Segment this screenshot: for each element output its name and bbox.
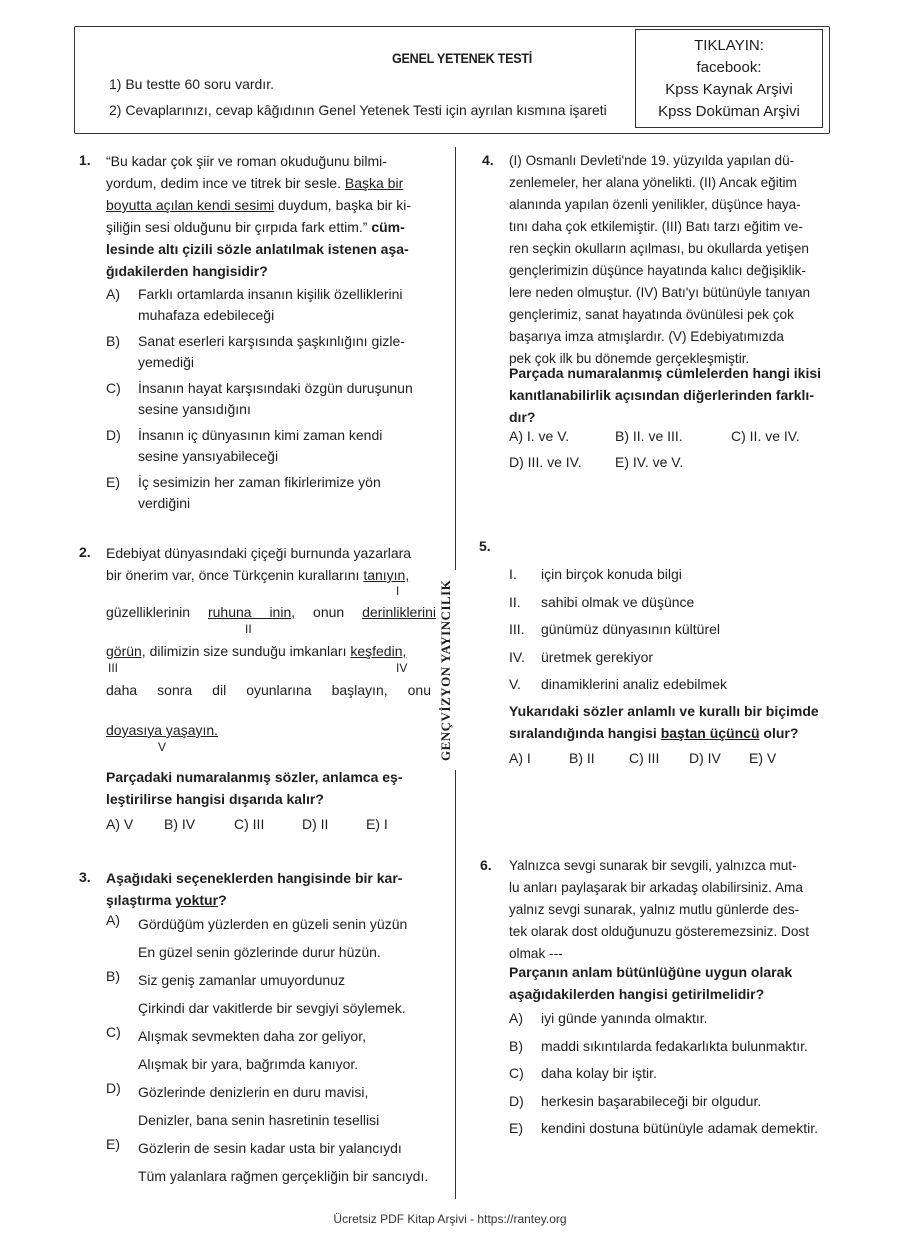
fragment-number: I. (509, 566, 517, 582)
option-line: En güzel senin gözlerinde durur hüzün. (138, 944, 381, 960)
option-line: Gözlerin de sesin kadar usta bir yalancıydı (138, 1140, 402, 1156)
q4-stem (509, 362, 839, 428)
option-line: herkesin başarabileceği bir olgudur. (541, 1092, 762, 1109)
q2-line: Edebiyat dünyasındaki çiçeği burnunda yazarlara (106, 545, 412, 561)
option-line: Siz geniş zamanlar umuyordunuz (138, 972, 345, 988)
option-letter: D) (509, 1092, 524, 1109)
q3-stem-line: ? (218, 892, 227, 908)
option-text (138, 378, 436, 420)
answer-option[interactable] (509, 1063, 849, 1084)
numeral-marker: III (108, 661, 119, 675)
option-letter: D) (106, 1080, 121, 1096)
underlined-phrase: keşfedin, (350, 643, 407, 659)
q2-line (106, 640, 436, 662)
fragment-number: II. (509, 593, 521, 610)
option-line: Gözlerinde denizlerin en duru mavisi, (138, 1084, 369, 1100)
answer-choice[interactable]: A) I (509, 750, 531, 766)
footer-link[interactable]: Ücretsiz PDF Kitap Arşivi - https://rantey.org (333, 1212, 567, 1226)
q6-line: lu anları paylaşarak bir arkadaş olabilirsiniz. Ama (509, 880, 803, 895)
q1-stem: lesinde altı çizili sözle anlatılmak istenen aşa- (106, 241, 409, 257)
option-letter: A) (106, 912, 120, 928)
q4-line: başarıya imza atmışlardır. (V) Edebiyatımızda (509, 329, 784, 344)
answer-choice[interactable]: E) I (366, 816, 388, 832)
option-letter: C) (106, 1024, 121, 1040)
q5-stem-line: Yukarıdaki sözler anlamlı ve kurallı bir biçimde (509, 703, 819, 719)
q4-line: lere neden olmuştur. (IV) Batı'yı bütünüyle tanıyan (509, 285, 811, 300)
option-letter: C) (106, 380, 121, 396)
option-line: Tüm yalanlara rağmen gerçekliğin bir sancıydı. (138, 1168, 429, 1184)
q2-stem-line: Parçadaki numaralanmış sözler, anlamca eş- (106, 769, 403, 785)
answer-choice[interactable]: C) III (234, 816, 265, 832)
q2-line: bir önerim var, önce Türkçenin kurallarını (106, 567, 364, 583)
q4-answers (509, 426, 839, 472)
question-2-text (106, 542, 436, 586)
q2-answers (106, 814, 406, 836)
answer-option[interactable] (106, 910, 451, 966)
option-text (541, 1008, 849, 1029)
instruction-2: 2) Cevaplarınızı, cevap kâğıdının Genel Yetenek Testi için ayrılan kısmına işareti (109, 102, 607, 118)
instruction-1: 1) Bu testte 60 soru vardır. (109, 76, 274, 92)
numeral-marker: V (158, 740, 167, 754)
q4-line: gençlerimiz, sanat hayatında övünülesi pek çok (509, 307, 794, 322)
question-number: 4. (482, 152, 494, 168)
answer-choice[interactable]: D) III. ve IV. (509, 454, 582, 470)
test-title: GENEL YETENEK TESTİ (392, 50, 533, 66)
answer-choice[interactable]: E) IV. ve V. (615, 454, 684, 470)
fragment-text: günümüz dünyasının kültürel (541, 621, 720, 637)
option-text (138, 425, 436, 467)
answer-option[interactable] (509, 1091, 849, 1112)
underlined-phrase: boyutta açılan kendi sesimi (106, 197, 275, 213)
answer-choice[interactable]: B) II (569, 750, 595, 766)
option-line: Çirkindi dar vakitlerde bir sevgiyi söylemek. (138, 1000, 406, 1016)
q6-line: olmak --- (509, 946, 563, 961)
promo-line: TIKLAYIN: (694, 37, 764, 54)
q6-stem-line: aşağıdakilerden hangisi getirilmelidir? (509, 986, 765, 1002)
q2-stem (106, 766, 436, 810)
underlined-phrase: baştan üçüncü (660, 725, 760, 741)
option-letter: D) (106, 427, 121, 443)
q3-stem (106, 867, 436, 911)
q6-line: tek olarak dost olduğunuzu gösteremezsiniz. Dost (509, 924, 809, 939)
option-text (138, 910, 451, 966)
underlined-phrase: görün, (106, 643, 146, 659)
option-line: sesine yansıyabileceği (138, 448, 279, 464)
question-number: 6. (480, 857, 492, 873)
q2-stem-line: leştirilirse hangisi dışarıda kalır? (106, 791, 324, 807)
option-letter: E) (106, 474, 120, 490)
answer-option[interactable] (106, 284, 436, 326)
answer-option[interactable] (509, 1118, 849, 1139)
q4-line: pek çok ilk bu dönemde gerçekleşmiştir. (509, 351, 750, 366)
option-line: verdiğini (138, 495, 191, 511)
q4-stem-line: dır? (509, 409, 536, 425)
option-line: daha kolay bir iştir. (541, 1065, 657, 1081)
q2-line: onun (295, 604, 363, 620)
numeral-marker: IV (396, 661, 408, 675)
option-text (541, 1118, 849, 1139)
option-line: Alışmak bir yara, bağrımda kanıyor. (138, 1056, 359, 1072)
option-letter: E) (106, 1136, 120, 1152)
q5-stem-line: sıralandığında hangisi (509, 725, 661, 741)
q6-stem-line: Parçanın anlam bütünlüğüne uygun olarak (509, 964, 793, 980)
q4-line: tını daha çok etkilemiştir. (III) Batı tarzı eğitim ve- (509, 219, 803, 234)
underlined-phrase: tanıyın, (363, 567, 410, 583)
promo-box[interactable] (635, 29, 823, 128)
answer-choice[interactable]: D) IV (689, 750, 721, 766)
q4-line: alanında yapılan özenli yenilikler, düşünce haya- (509, 197, 801, 212)
q6-line: yalnız sevgi sunarak, yalnız mutlu günlerde des- (509, 902, 800, 917)
answer-choice[interactable]: B) II. ve III. (615, 428, 683, 444)
numeral-marker: I (396, 584, 400, 598)
q2-line: daha sonra dil oyunlarına başlayın, onu (106, 682, 431, 698)
promo-line: facebook: (696, 59, 762, 76)
option-line: İç sesimizin her zaman fikirlerimize yön (138, 474, 381, 490)
q6-stem (509, 961, 839, 1005)
answer-choice[interactable]: C) II. ve IV. (731, 428, 800, 444)
option-text (541, 1036, 849, 1057)
option-line: maddi sıkıntılarda fedakarlıkta bulunmaktır. (541, 1037, 808, 1054)
q1-stem: cüm- (371, 219, 405, 235)
option-line: sesine yansıdığını (138, 401, 251, 417)
option-line: muhafaza edebileceği (138, 307, 275, 323)
numeral-marker: II (245, 622, 252, 636)
option-text (138, 331, 436, 373)
q1-line: duydum, başka bir ki- (274, 197, 412, 213)
option-line: Alışmak sevmekten daha zor geliyor, (138, 1028, 366, 1044)
question-4-text (509, 150, 834, 370)
q5-answers (509, 748, 809, 770)
option-text (138, 966, 451, 1022)
q2-line (106, 719, 218, 741)
option-letter: A) (106, 286, 120, 302)
answer-option[interactable] (106, 1022, 451, 1078)
underlined-phrase: yoktur (175, 892, 219, 908)
q4-stem-line: Parçada numaralanmış cümlelerden hangi ikisi (509, 365, 822, 381)
option-line: Denizler, bana senin hasretinin tesellisi (138, 1112, 380, 1128)
question-number: 3. (79, 869, 91, 885)
fragment-text: sahibi olmak ve düşünce (541, 593, 695, 610)
fragment-number: III. (509, 621, 525, 637)
option-line: Sanat eserleri karşısında şaşkınlığını gizle- (138, 333, 405, 349)
q2-line (106, 601, 436, 623)
question-number: 2. (79, 544, 91, 560)
q1-line: şiliğin sesi olduğunu bir çırpıda fark ettim.” (106, 219, 372, 235)
underlined-phrase: doyasıya yaşayın. (106, 722, 219, 738)
underlined-phrase: derinliklerini (362, 604, 437, 620)
question-number: 1. (79, 152, 91, 168)
answer-option[interactable] (106, 472, 436, 514)
option-line: kendini dostuna bütünüyle adamak demektir. (541, 1120, 819, 1136)
promo-line[interactable]: Kpss Doküman Arşivi (658, 103, 800, 120)
option-letter: A) (509, 1010, 523, 1026)
answer-choice[interactable]: E) V (749, 750, 777, 766)
question-1-text (106, 150, 436, 282)
q3-stem-line: Aşağıdaki seçeneklerden hangisinde bir kar- (106, 870, 403, 886)
q5-stem (509, 700, 839, 744)
q3-stem-line: şılaştırma (106, 892, 176, 908)
option-line: iyi günde yanında olmaktır. (541, 1010, 708, 1026)
answer-choice[interactable]: A) I. ve V. (509, 428, 570, 444)
q2-line: güzelliklerinin (106, 604, 208, 620)
answer-option[interactable] (509, 1008, 849, 1029)
answer-option[interactable] (106, 331, 436, 373)
answer-option[interactable] (106, 1134, 451, 1190)
option-line: İnsanın hayat karşısındaki özgün duruşunun (138, 380, 413, 396)
promo-line[interactable]: Kpss Kaynak Arşivi (665, 81, 793, 98)
answer-option[interactable] (509, 1036, 849, 1057)
q1-stem: ğıdakilerden hangisidir? (106, 263, 268, 279)
q4-stem-line: kanıtlanabilirlik açısından diğerlerinden farklı- (509, 387, 814, 403)
q4-line: gençlerimizin düşünce hayatında kalıcı değişiklik- (509, 263, 806, 278)
publisher-brand: GENÇVİZYON YAYINCILIK (438, 570, 462, 770)
q1-line: “Bu kadar çok şiir ve roman okuduğunu bilmi- (106, 153, 387, 169)
answer-choice[interactable]: C) III (629, 750, 660, 766)
option-text (138, 1078, 451, 1134)
option-line: yemediği (138, 354, 195, 370)
answer-choice[interactable]: D) II (302, 816, 329, 832)
fragment-text: üretmek gerekiyor (541, 648, 654, 665)
q6-line: Yalnızca sevgi sunarak bir sevgili, yalnızca mut- (509, 858, 797, 873)
fragment-number: V. (509, 676, 521, 692)
option-text (541, 1063, 849, 1084)
answer-option[interactable] (106, 425, 436, 467)
option-text (138, 284, 436, 326)
fragment-text: dinamiklerini analiz edebilmek (541, 676, 727, 692)
option-letter: C) (509, 1065, 524, 1081)
option-line: Gördüğüm yüzlerden en güzeli senin yüzün (138, 916, 408, 932)
option-text (541, 1091, 849, 1112)
option-text (138, 472, 436, 514)
option-text (138, 1134, 451, 1190)
question-6-text (509, 855, 839, 965)
q4-line: zenlemeler, her alana yönelikti. (II) Ancak eğitim (509, 175, 797, 190)
option-line: Farklı ortamlarda insanın kişilik özelliklerini (138, 286, 403, 302)
q4-line: ren seçkin okulların açılması, bu okullarda yetişen (509, 241, 809, 256)
option-letter: B) (106, 333, 120, 349)
fragment-text: için birçok konuda bilgi (541, 566, 682, 582)
underlined-phrase: Başka bir (344, 175, 404, 191)
fragment-number: IV. (509, 648, 525, 665)
answer-choice[interactable]: A) V (106, 816, 134, 832)
option-letter: E) (509, 1120, 523, 1136)
option-letter: B) (106, 968, 120, 984)
answer-option[interactable] (106, 966, 451, 1022)
underlined-phrase: ruhuna inin, (207, 604, 296, 620)
q1-line: yordum, dedim ince ve titrek bir sesle. (106, 175, 345, 191)
answer-option[interactable] (106, 378, 436, 420)
answer-option[interactable] (106, 1078, 451, 1134)
option-letter: B) (509, 1037, 523, 1054)
option-line: İnsanın iç dünyasının kimi zaman kendi (138, 427, 383, 443)
q4-line: (I) Osmanlı Devleti'nde 19. yüzyılda yapılan dü- (509, 153, 795, 168)
option-text (138, 1022, 451, 1078)
answer-choice[interactable]: B) IV (164, 816, 196, 832)
q5-stem-line: olur? (759, 725, 799, 741)
question-number: 5. (479, 538, 491, 554)
q2-line: dilimizin size sunduğu imkanları (145, 643, 351, 659)
